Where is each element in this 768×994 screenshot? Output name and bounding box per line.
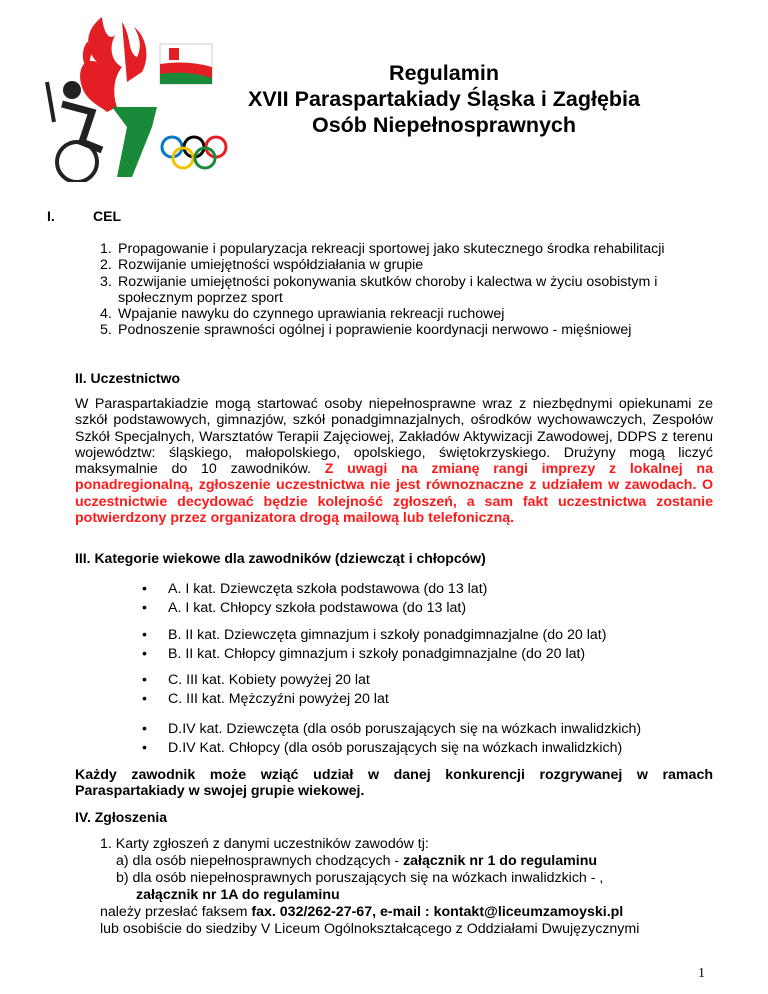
list-item: 1. Propagowanie i popularyzacja rekreacji sportowej jako skutecznego środka rehabilitacji [100, 241, 665, 257]
title-line-2: XVII Paraspartakiady Śląska i Zagłębia [248, 87, 640, 111]
list-item: • B. II kat. Chłopcy gimnazjum i szkoły ponadgimnazjalne (do 20 lat) [142, 645, 702, 664]
list-item: • C. III kat. Mężczyźni powyżej 20 lat [142, 690, 702, 709]
list-item: 4. Wpajanie nawyku do czynnego uprawiania rekreacji ruchowej [100, 306, 505, 323]
applications-item-b: b) dla osób niepełnosprawnych poruszających się na wózkach inwalidzkich - , [116, 870, 604, 886]
section-4-heading: IV. Zgłoszenia [75, 809, 168, 825]
section-1-number: I. [47, 208, 55, 224]
category-group [142, 671, 702, 708]
page-number: 1 [698, 966, 705, 981]
section-1-heading: CEL [93, 208, 121, 224]
list-item: • D.IV kat. Dziewczęta (dla osób poruszających się na wózkach inwalidzkich) [142, 720, 702, 739]
participation-warning: Z uwagi na zmianę rangi imprezy z lokalnej na ponadregionalną, zgłoszenie uczestnictwa nie jest równoznaczne z udziałem w zawodach. O uczestnictwie decydować będzie kolejność zgłoszeń, a sam fakt uczestnictwa zostanie potwierdzony przez organizatora drogą mailową lub telefoniczną. [75, 461, 713, 527]
list-item: 2. Rozwijanie umiejętności współdziałania w grupie [100, 257, 424, 274]
list-item: 5. Podnoszenie sprawności ogólnej i poprawienie koordynacji nerwowo - mięśniowej [100, 322, 632, 339]
participation-text: W Paraspartakiadzie mogą startować osoby niepełnosprawne wraz z niezbędnymi opiekunami ze szkół podstawowych, gimnazjów, szkół ponadgimnazjalnych, ośrodków wychowawczych, Zespołów Szkół Specjalnych, Warsztatów Terapii Zajęciowej, Zakładów Aktywizacji Zawodowej, DDPS z terenu województw: śląskiego, małopolskiego, opolskiego, świętokrzyskiego. Drużyny mogą liczyć maksymalnie do 10 zawodników. [75, 396, 713, 478]
list-item: • B. II kat. Dziewczęta gimnazjum i szkoły ponadgimnazjalne (do 20 lat) [142, 626, 702, 645]
list-item: • A. I kat. Dziewczęta szkoła podstawowa (do 13 lat) [142, 580, 702, 599]
list-item: 3. Rozwijanie umiejętności pokonywania skutków choroby i kalectwa w życiu osobistym i społecznym poprzez sport [100, 273, 658, 306]
applications-item-1: 1. Karty zgłoszeń z danymi uczestników zawodów tj: [100, 836, 429, 852]
applications-last-line: lub osobiście do siedziby V Liceum Ogólnokształcącego z Oddziałami Dwujęzycznymi [100, 921, 640, 937]
title-line-1: Regulamin [389, 61, 499, 85]
applications-item-b-attachment: załącznik nr 1A do regulaminu [136, 887, 340, 903]
applications-block [100, 836, 720, 938]
goals-list [100, 241, 700, 339]
list-item: • C. III kat. Kobiety powyżej 20 lat [142, 671, 702, 690]
list-item: • A. I kat. Chłopcy szkoła podstawowa (do 13 lat) [142, 599, 702, 618]
applications-send: należy przesłać faksem fax. 032/262-27-67, e-mail : kontakt@liceumzamoyski.pl [100, 904, 624, 920]
category-group [142, 580, 702, 617]
title-line-3: Osób Niepełnosprawnych [311, 113, 577, 137]
document-title [0, 60, 768, 138]
category-group [142, 720, 702, 757]
applications-item-a: a) dla osób niepełnosprawnych chodzących - załącznik nr 1 do regulaminu [116, 853, 598, 869]
participation-paragraph [75, 396, 713, 526]
list-item: • D.IV Kat. Chłopcy (dla osób poruszających się na wózkach inwalidzkich) [142, 739, 702, 758]
category-note: Każdy zawodnik może wziąć udział w danej konkurencji rozgrywanej w ramach Paraspartakiady w swojej grupie wiekowej. [75, 767, 713, 800]
section-3-heading: III. Kategorie wiekowe dla zawodników (dziewcząt i chłopców) [75, 550, 486, 566]
section-2-heading: II. Uczestnictwo [75, 370, 181, 386]
category-group [142, 626, 702, 663]
